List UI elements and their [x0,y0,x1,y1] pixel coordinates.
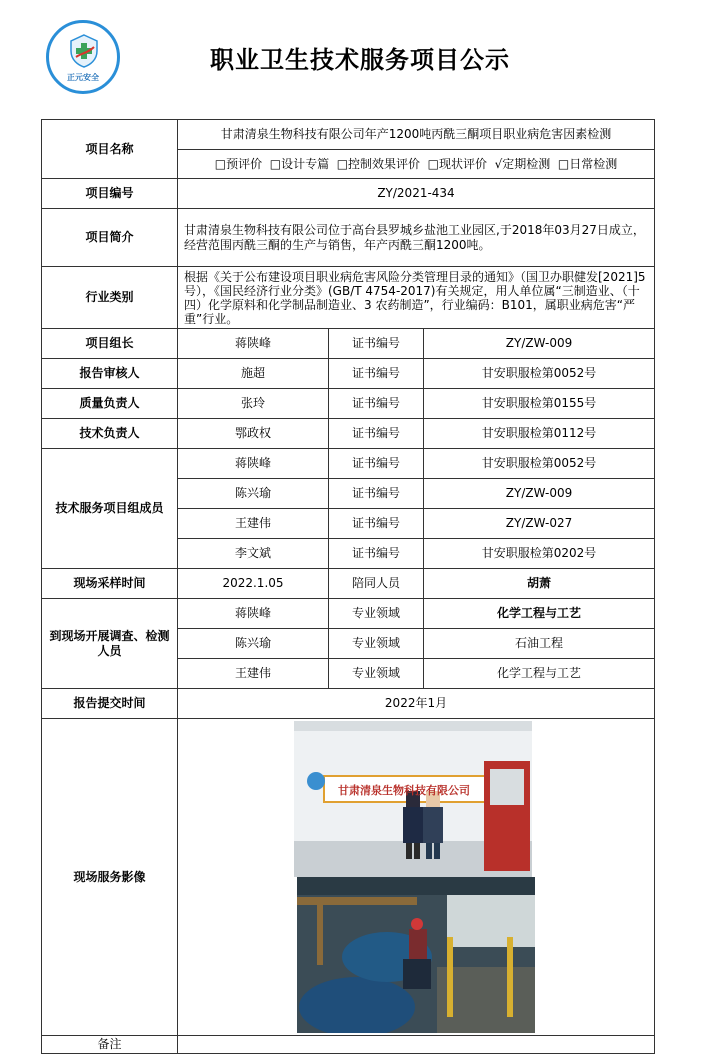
leader-name: 蒋陕峰 [178,329,329,359]
reviewer-name: 施超 [178,359,329,389]
member-name: 陈兴瑜 [178,479,329,509]
quality-cert: 甘安职服检第0155号 [424,389,655,419]
company-logo [46,20,120,94]
site-photo-office [294,721,532,877]
field-staff-label: 到现场开展调查、检测人员 [42,599,178,689]
member-cert: 甘安职服检第0052号 [424,449,655,479]
escort-label: 陪同人员 [329,569,424,599]
project-name-value: 甘肃清泉生物科技有限公司年产1200吨丙酰三酮项目职业病危害因素检测 [178,120,655,150]
member-name: 蒋陕峰 [178,449,329,479]
leader-label: 项目组长 [42,329,178,359]
shield-cross-icon [68,33,100,69]
field-label: 专业领域 [329,629,424,659]
intro-value: 甘肃清泉生物科技有限公司位于高台县罗城乡盐池工业园区,于2018年03月27日成立，经营范围丙酰三酮的生产与销售，年产丙酰三酮1200吨。 [178,209,655,267]
field-staff-name: 蒋陕峰 [178,599,329,629]
cert-label: 证书编号 [329,509,424,539]
tech-name: 鄂政权 [178,419,329,449]
intro-label: 项目简介 [42,209,178,267]
remark-label: 备注 [42,1036,178,1054]
field-value: 石油工程 [424,629,655,659]
tech-label: 技术负责人 [42,419,178,449]
cert-label: 证书编号 [329,419,424,449]
images-label: 现场服务影像 [42,719,178,1036]
evaluation-type-options: □预评价 □设计专篇 □控制效果评价 □现状评价 √定期检测 □日常检测 [178,150,655,179]
cert-label: 证书编号 [329,329,424,359]
reviewer-label: 报告审核人 [42,359,178,389]
industry-value: 根据《关于公布建设项目职业病危害风险分类管理目录的通知》（国卫办职健发[2021]5号），《国民经济行业分类》(GB/T 4754-2017)有关规定，用人单位属“三制造业、（十四）化学原料和化学制品制造业、3 农药制造”，行业编码：B101，属职业病危害“严重”行业。 [178,267,655,329]
page-title: 职业卫生技术服务项目公示 [210,46,510,74]
cert-label: 证书编号 [329,449,424,479]
cert-label: 证书编号 [329,389,424,419]
project-no-label: 项目编号 [42,179,178,209]
site-sign-text: 甘肃清泉生物科技有限公司 [338,784,471,797]
project-no-value: ZY/2021-434 [178,179,655,209]
industry-label: 行业类别 [42,267,178,329]
quality-label: 质量负责人 [42,389,178,419]
cert-label: 证书编号 [329,539,424,569]
project-table [41,119,655,1054]
field-staff-name: 王建伟 [178,659,329,689]
cert-label: 证书编号 [329,359,424,389]
member-cert: ZY/ZW-009 [424,479,655,509]
field-staff-name: 陈兴瑜 [178,629,329,659]
field-value: 化学工程与工艺 [424,659,655,689]
member-cert: ZY/ZW-027 [424,509,655,539]
project-name-label: 项目名称 [42,120,178,179]
quality-name: 张玲 [178,389,329,419]
member-name: 王建伟 [178,509,329,539]
tech-cert: 甘安职服检第0112号 [424,419,655,449]
cert-label: 证书编号 [329,479,424,509]
members-label: 技术服务项目组成员 [42,449,178,569]
remark-value [178,1036,655,1054]
field-label: 专业领域 [329,599,424,629]
submit-value: 2022年1月 [178,689,655,719]
reviewer-cert: 甘安职服检第0052号 [424,359,655,389]
sampling-label: 现场采样时间 [42,569,178,599]
site-photo-workshop [297,877,535,1033]
member-name: 李文斌 [178,539,329,569]
leader-cert: ZY/ZW-009 [424,329,655,359]
escort-name: 胡萧 [424,569,655,599]
submit-label: 报告提交时间 [42,689,178,719]
member-cert: 甘安职服检第0202号 [424,539,655,569]
logo-text: 正元安全 [67,73,99,82]
field-label: 专业领域 [329,659,424,689]
field-value: 化学工程与工艺 [424,599,655,629]
sampling-date: 2022.1.05 [178,569,329,599]
